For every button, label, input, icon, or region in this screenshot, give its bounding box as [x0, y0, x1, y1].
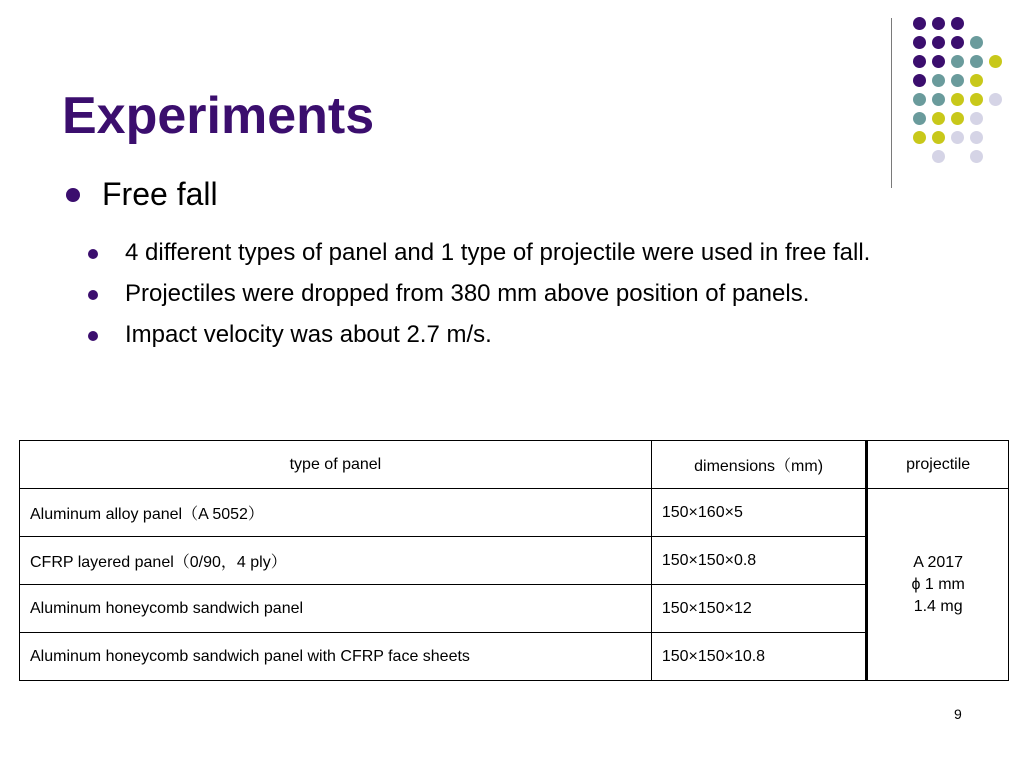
decorative-dot	[932, 131, 945, 144]
decorative-dot	[951, 93, 964, 106]
bullet-dot-icon	[66, 188, 80, 202]
sub-bullet-list	[88, 236, 938, 359]
decorative-dot	[951, 131, 964, 144]
projectile-diameter: ϕ 1 mm	[911, 575, 965, 593]
cell-panel: Aluminum honeycomb sandwich panel	[20, 585, 652, 633]
decorative-divider	[891, 18, 892, 188]
decorative-dot	[932, 93, 945, 106]
decorative-dot	[932, 112, 945, 125]
decorative-dot	[951, 36, 964, 49]
decorative-dot	[951, 55, 964, 68]
decorative-dot	[970, 55, 983, 68]
table-row	[20, 633, 1009, 681]
decorative-dot	[970, 150, 983, 163]
bullet-dot-icon	[88, 249, 98, 259]
sub-bullet-text: 4 different types of panel and 1 type of projectile were used in free fall.	[125, 239, 871, 266]
sub-bullet-text: Projectiles were dropped from 380 mm above position of panels.	[125, 280, 810, 307]
decorative-dot	[932, 150, 945, 163]
bullet-dot-icon	[88, 290, 98, 300]
table-row	[20, 489, 1009, 537]
sub-bullet-item	[88, 318, 938, 352]
bullet-free-fall	[66, 176, 218, 213]
projectile-material: A 2017	[913, 553, 964, 571]
decorative-dot	[932, 36, 945, 49]
table-row	[20, 537, 1009, 585]
bullet-text: Free fall	[102, 176, 218, 212]
sub-bullet-text: Impact velocity was about 2.7 m/s.	[125, 321, 492, 348]
decorative-dot	[932, 55, 945, 68]
decorative-dot	[913, 74, 926, 87]
cell-panel: CFRP layered panel（0/90，4 ply）	[20, 537, 652, 585]
decorative-dot	[989, 55, 1002, 68]
header-dimensions: dimensions（mm)	[651, 441, 866, 489]
decorative-dot	[913, 36, 926, 49]
slide-title: Experiments	[62, 87, 375, 145]
panel-table	[19, 440, 1009, 681]
table-row	[20, 585, 1009, 633]
decorative-dot	[913, 131, 926, 144]
decorative-dot	[932, 17, 945, 30]
page-number: 9	[954, 706, 962, 722]
header-projectile: projectile	[867, 441, 1009, 489]
sub-bullet-item	[88, 236, 938, 270]
decorative-dot	[970, 74, 983, 87]
cell-dimensions: 150×150×10.8	[651, 633, 866, 681]
decorative-dot	[970, 131, 983, 144]
cell-panel: Aluminum alloy panel（A 5052）	[20, 489, 652, 537]
decorative-dot	[970, 93, 983, 106]
decorative-dot	[951, 112, 964, 125]
decorative-dot	[932, 74, 945, 87]
sub-bullet-item	[88, 277, 938, 311]
cell-projectile	[867, 489, 1009, 681]
bullet-dot-icon	[88, 331, 98, 341]
cell-panel: Aluminum honeycomb sandwich panel with CFRP face sheets	[20, 633, 652, 681]
cell-dimensions: 150×160×5	[651, 489, 866, 537]
decorative-dot	[913, 55, 926, 68]
cell-dimensions: 150×150×0.8	[651, 537, 866, 585]
table-header-row	[20, 441, 1009, 489]
decorative-dot	[989, 93, 1002, 106]
decorative-dot	[951, 74, 964, 87]
header-type-of-panel: type of panel	[20, 441, 652, 489]
decorative-dot	[913, 17, 926, 30]
cell-dimensions: 150×150×12	[651, 585, 866, 633]
projectile-mass: 1.4 mg	[913, 597, 963, 615]
decorative-dot	[951, 17, 964, 30]
decorative-dot	[970, 112, 983, 125]
decorative-dot	[913, 112, 926, 125]
decorative-dot	[970, 36, 983, 49]
decorative-dot	[913, 93, 926, 106]
decorative-dot-grid	[908, 14, 1008, 174]
